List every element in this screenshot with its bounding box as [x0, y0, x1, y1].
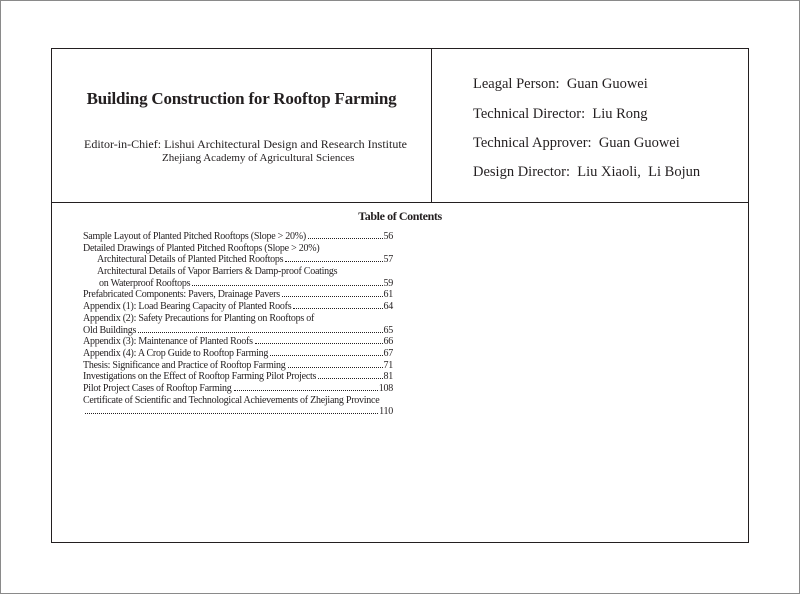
header-row: [52, 49, 748, 203]
leader-dots: [192, 284, 382, 286]
toc-entry-page: 108: [378, 382, 393, 394]
toc-entry[interactable]: [83, 336, 393, 348]
leader-dots: [255, 342, 383, 344]
toc-entry[interactable]: [83, 371, 393, 383]
toc-entry-text: Appendix (1): Load Bearing Capacity of Planted Roofs: [83, 301, 292, 313]
toc-entry-page: 71: [383, 359, 393, 371]
staff-design-director: Design Director: Liu Xiaoli, Li Bojun: [473, 164, 701, 180]
toc-entry[interactable]: [83, 278, 393, 290]
toc-entry[interactable]: [83, 360, 393, 372]
leader-dots: [234, 389, 378, 391]
leader-dots: [85, 412, 378, 414]
staff-technical-approver: Technical Approver: Guan Guowei: [473, 135, 680, 151]
toc-entry-text: Certificate of Scientific and Technological Achievements of Zhejiang Province: [83, 394, 380, 406]
table-of-contents: [83, 231, 393, 418]
leader-dots: [308, 237, 383, 239]
co-editor-line: Zhejiang Academy of Agricultural Sciences: [162, 152, 355, 164]
toc-entry[interactable]: [83, 266, 393, 278]
toc-entry-text: Architectural Details of Planted Pitched Rooftops: [97, 254, 284, 266]
toc-entry-page: 66: [383, 336, 393, 348]
toc-entry-text: Old Buildings: [83, 324, 137, 336]
toc-entry-page: 110: [379, 406, 393, 418]
toc-entry-page: 67: [383, 347, 393, 359]
toc-entry[interactable]: [83, 348, 393, 360]
toc-entry-text: Architectural Details of Vapor Barriers & Damp-proof Coatings: [97, 266, 338, 278]
toc-entry-text: Investigations on the Effect of Rooftop Farming Pilot Projects: [83, 371, 317, 383]
toc-entry[interactable]: [83, 383, 393, 395]
toc-entry-page: 56: [383, 231, 393, 242]
leader-dots: [318, 377, 382, 379]
title-cell: [52, 49, 432, 202]
toc-entry-text: Sample Layout of Planted Pitched Rooftops (Slope > 20%): [83, 231, 306, 242]
leader-dots: [282, 295, 383, 297]
toc-entry-page: 64: [383, 301, 393, 313]
toc-entry[interactable]: [83, 254, 393, 266]
toc-entry-text: Appendix (2): Safety Precautions for Planting on Rooftops of: [83, 312, 315, 324]
toc-entry-page: 81: [383, 371, 393, 383]
toc-entry[interactable]: [83, 289, 393, 301]
staff-technical-director: Technical Director: Liu Rong: [473, 106, 648, 122]
leader-dots: [293, 307, 382, 309]
leader-dots: [138, 331, 382, 333]
staff-cell: [432, 49, 748, 202]
toc-entry[interactable]: [83, 325, 393, 337]
toc-entry-page: 59: [383, 277, 393, 289]
document-title: Building Construction for Rooftop Farming: [86, 89, 397, 108]
toc-entry[interactable]: [83, 313, 393, 325]
toc-entry-text: Pilot Project Cases of Rooftop Farming: [83, 382, 232, 394]
toc-entry[interactable]: [83, 231, 393, 243]
toc-entry-page: 61: [383, 289, 393, 301]
toc-entry[interactable]: [83, 301, 393, 313]
toc-entry[interactable]: [83, 406, 393, 418]
document-sheet: [51, 48, 749, 543]
toc-entry[interactable]: [83, 243, 393, 255]
leader-dots: [285, 260, 382, 262]
toc-entry-page: 57: [383, 254, 393, 266]
toc-entry-text: Prefabricated Components: Pavers, Drainage Pavers: [83, 289, 280, 301]
toc-entry-text: Detailed Drawings of Planted Pitched Rooftops (Slope > 20%): [83, 242, 320, 254]
toc-entry[interactable]: [83, 395, 393, 407]
toc-entry-text: Thesis: Significance and Practice of Rooftop Farming: [83, 359, 286, 371]
staff-legal-person: Leagal Person: Guan Guowei: [473, 76, 648, 92]
toc-entry-text: Appendix (4): A Crop Guide to Rooftop Farming: [83, 347, 269, 359]
leader-dots: [270, 354, 382, 356]
editor-in-chief-line: Editor-in-Chief: Lishui Architectural Design and Research Institute: [84, 137, 408, 151]
toc-entry-page: 65: [383, 324, 393, 336]
leader-dots: [288, 366, 383, 368]
toc-entry-text: on Waterproof Rooftops: [99, 277, 191, 289]
toc-title: Table of Contents: [358, 209, 442, 223]
toc-entry-text: Appendix (3): Maintenance of Planted Roofs: [83, 336, 253, 348]
